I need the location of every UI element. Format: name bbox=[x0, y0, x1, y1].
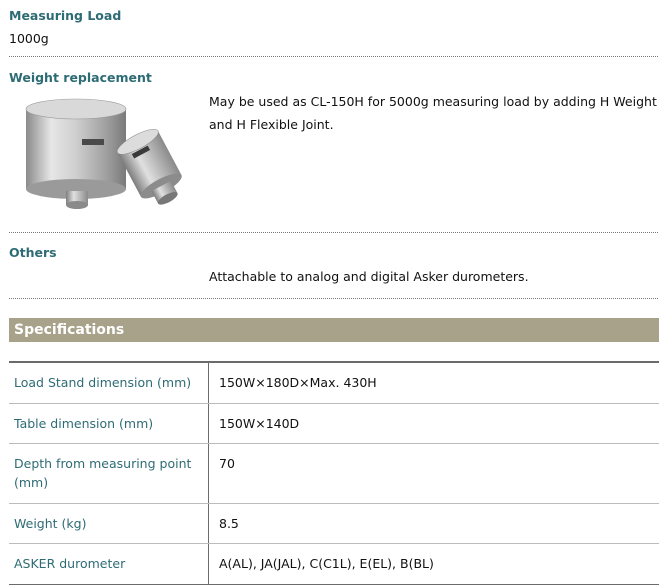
spec-label: Table dimension (mm) bbox=[9, 404, 209, 443]
spec-value: 8.5 bbox=[219, 516, 239, 531]
table-row bbox=[9, 404, 659, 444]
spec-value: A(AL), JA(JAL), C(C1L), E(EL), B(BL) bbox=[219, 556, 434, 571]
weight-replacement-line1: May be used as CL-150H for 5000g measuring load by adding H Weight bbox=[209, 94, 657, 109]
spec-value: 150W×180D×Max. 430H bbox=[219, 375, 377, 390]
measuring-load-title: Measuring Load bbox=[9, 8, 122, 23]
divider bbox=[9, 56, 658, 57]
divider bbox=[9, 232, 658, 233]
spec-label: Weight (kg) bbox=[9, 504, 209, 543]
weight-product-image bbox=[20, 95, 192, 217]
spec-label: Load Stand dimension (mm) bbox=[9, 363, 209, 403]
table-row bbox=[9, 544, 659, 584]
table-row bbox=[9, 504, 659, 544]
weight-replacement-line2: and H Flexible Joint. bbox=[209, 117, 334, 132]
others-title: Others bbox=[9, 245, 57, 260]
specifications-table bbox=[9, 361, 659, 585]
table-row bbox=[9, 363, 659, 404]
spec-value: 150W×140D bbox=[219, 416, 300, 431]
measuring-load-value: 1000g bbox=[9, 31, 49, 46]
weight-replacement-title: Weight replacement bbox=[9, 70, 152, 85]
spec-label: ASKER durometer bbox=[9, 544, 209, 584]
table-row bbox=[9, 444, 659, 504]
spec-label: Depth from measuring point (mm) bbox=[9, 444, 209, 503]
specifications-header: Specifications bbox=[9, 318, 659, 342]
others-text: Attachable to analog and digital Asker durometers. bbox=[209, 269, 529, 284]
spec-value: 70 bbox=[219, 456, 235, 471]
divider bbox=[9, 298, 658, 299]
